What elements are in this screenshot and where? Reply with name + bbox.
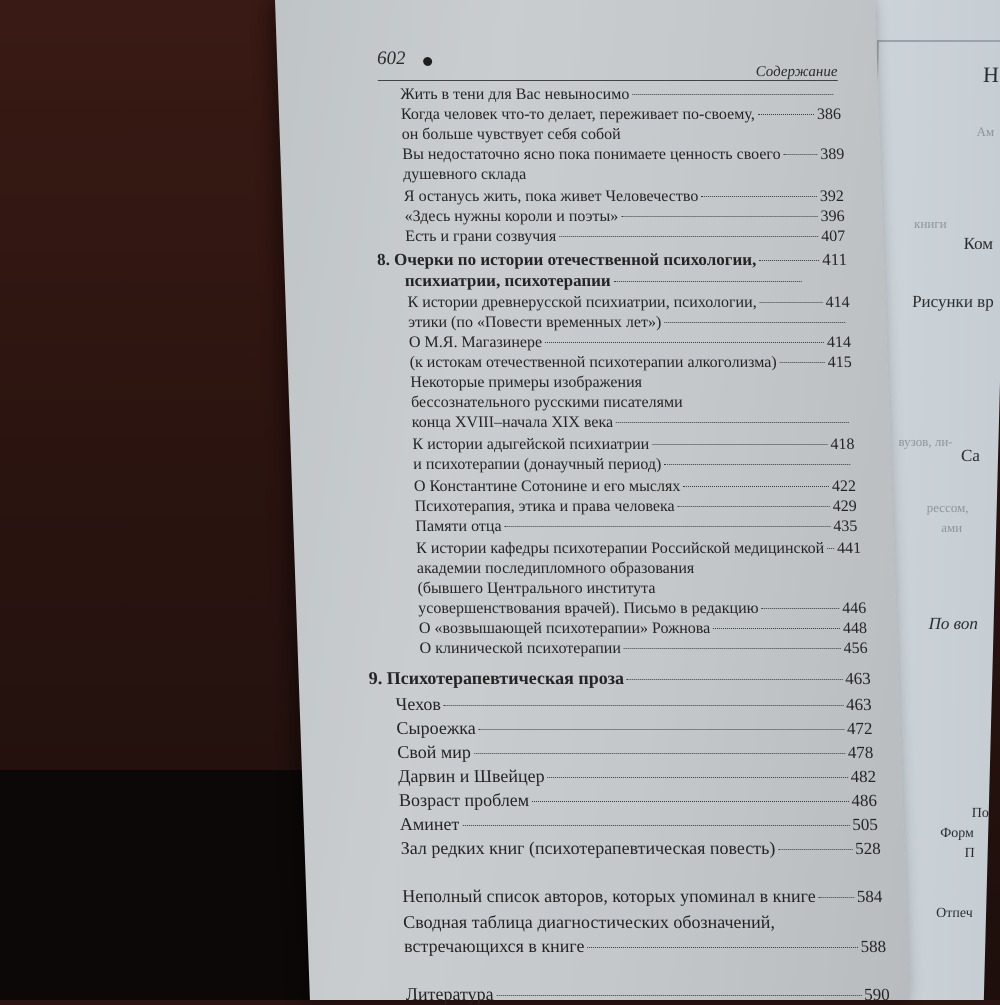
toc-entry: Некоторые примеры изображения xyxy=(410,374,643,391)
right-fragment: Рисунки вр xyxy=(911,292,994,311)
right-fragment: По xyxy=(971,806,990,821)
toc-entry: Есть и грани созвучия 407 xyxy=(404,228,846,245)
right-fragment: книги xyxy=(913,216,947,231)
toc-entry: и психотерапии (донаучный период) xyxy=(413,456,854,474)
toc-entry: К истории кафедры психотерапии Российской медицинской 441 xyxy=(415,540,862,557)
toc-chapter: 9. Психотерапевтическая проза 463 xyxy=(368,668,872,688)
toc-entry: Психотерапия, этика и права человека 429 xyxy=(414,498,857,515)
toc-entry: Неполный список авторов, которых упоминал в книге 584 xyxy=(401,886,883,906)
section-name: Содержание xyxy=(755,64,838,80)
toc-entry: Сводная таблица диагностических обозначений, xyxy=(402,912,776,932)
background-shadow xyxy=(0,770,340,1000)
toc-entry: Чехов 463 xyxy=(395,694,872,714)
toc-entry: Вы недостаточно ясно пока понимаете ценность своего 389 xyxy=(402,146,845,163)
toc-entry: Я останусь жить, пока живет Человечество 392 xyxy=(403,188,845,205)
right-fragment: Са xyxy=(960,446,981,465)
toc-chapter: психиатрии, психотерапии xyxy=(404,271,805,291)
page-number: 602 xyxy=(376,48,406,69)
toc-entry: Жить в тени для Вас невыносимо xyxy=(400,86,837,104)
toc-entry: Сыроежка 472 xyxy=(396,718,873,738)
toc-entry: встречающихся в книге 588 xyxy=(403,936,887,956)
toc-entry: (бывшего Центрального института xyxy=(417,580,656,597)
right-fragment: Отпеч xyxy=(935,906,973,921)
table-of-contents xyxy=(275,0,910,1004)
toc-entry: усовершенствования врачей). Письмо в редакцию 446 xyxy=(417,600,867,617)
toc-entry: О М.Я. Магазинере 414 xyxy=(408,334,852,351)
toc-entry: К истории адыгейской психиатрии 418 xyxy=(412,436,855,453)
toc-entry: (к истокам отечественной психотерапии алкоголизма) 415 xyxy=(409,354,852,371)
toc-entry: бессознательного русскими писателями xyxy=(410,394,683,411)
right-fragment: вузов, ли- xyxy=(898,434,953,449)
toc-entry: этики (по «Повести временных лет») xyxy=(408,314,849,332)
toc-chapter: 8. Очерки по истории отечественной психологии, 411 xyxy=(376,250,848,269)
toc-entry: Возраст проблем 486 xyxy=(398,790,878,810)
toc-entry: душевного склада xyxy=(402,166,527,183)
toc-entry: Зал редких книг (психотерапевтическая повесть) 528 xyxy=(400,838,881,858)
toc-entry: конца XVIII–начала XIX века xyxy=(411,414,852,432)
toc-entry: Свой мир 478 xyxy=(396,742,874,762)
toc-entry: он больше чувствует себя собой xyxy=(401,126,621,143)
toc-entry: Аминет 505 xyxy=(399,814,879,834)
toc-entry: К истории древнерусской психиатрии, психологии, 414 xyxy=(407,294,850,311)
right-fragment: Н xyxy=(982,62,1000,87)
right-fragment: рессом, xyxy=(926,500,969,515)
right-fragment: П xyxy=(964,846,975,861)
right-fragment: Ам xyxy=(976,124,995,139)
toc-entry: «Здесь нужны короли и поэты» 396 xyxy=(404,208,845,225)
right-fragment: ами xyxy=(940,520,963,535)
toc-entry: Литература 590 xyxy=(405,984,891,1004)
toc-entry: Дарвин и Швейцер 482 xyxy=(397,766,877,786)
right-fragment: Форм xyxy=(939,826,975,841)
right-fragment: Ком xyxy=(963,234,994,253)
toc-entry: Когда человек что-то делает, переживает по-своему, 386 xyxy=(400,106,842,123)
right-fragment: По воп xyxy=(928,614,979,633)
toc-entry: О «возвышающей психотерапии» Рожнова 448 xyxy=(418,620,868,637)
toc-entry: Памяти отца 435 xyxy=(415,518,858,535)
toc-entry: О клинической психотерапии 456 xyxy=(419,640,868,657)
toc-entry: академии последипломного образования xyxy=(416,560,695,577)
toc-entry: О Константине Сотонине и его мыслях 422 xyxy=(413,478,857,495)
book-page xyxy=(275,0,910,1004)
